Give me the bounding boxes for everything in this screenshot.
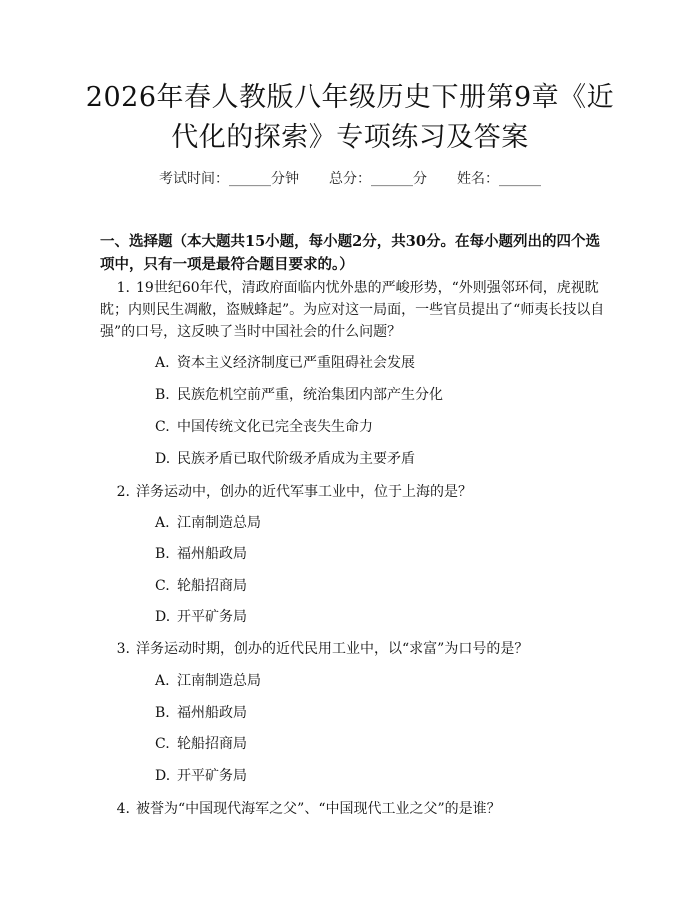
question-text: 被誉为“中国现代海军之父”、“中国现代工业之父”的是谁？ bbox=[136, 801, 501, 817]
question-2 bbox=[100, 481, 605, 503]
exam-score: 总分：______分 bbox=[329, 171, 427, 187]
question-text: 洋务运动中，创办的近代军事工业中，位于上海的是？ bbox=[136, 484, 472, 500]
question-2-option-b: B. 福州船政局 bbox=[155, 546, 247, 562]
question-text: 19世纪60年代，清政府面临内忧外患的严峻形势，“外则强邻环伺，虎视眈眈；内则民生凋敝，盗贼蜂起”。为应对这一局面，一些官员提出了“师夷长技以自强”的口号，这反映了当时中国社会的什么问题？ bbox=[100, 280, 605, 340]
title-line-1: 2026年春人教版八年级历史下册第9章《近 bbox=[85, 82, 615, 113]
question-1 bbox=[100, 277, 605, 343]
question-number: 3. bbox=[116, 641, 130, 657]
question-4 bbox=[100, 798, 605, 820]
question-number: 2. bbox=[116, 484, 130, 500]
exam-time: 考试时间：______分钟 bbox=[159, 171, 299, 187]
question-3-option-d: D. 开平矿务局 bbox=[155, 768, 247, 784]
question-2-option-d: D. 开平矿务局 bbox=[155, 609, 247, 625]
question-number: 4. bbox=[116, 801, 130, 817]
question-1-option-c: C. 中国传统文化已完全丧失生命力 bbox=[155, 419, 373, 435]
document-title bbox=[60, 78, 640, 158]
question-3 bbox=[100, 638, 605, 660]
question-3-option-a: A. 江南制造总局 bbox=[155, 673, 261, 689]
question-1-option-d: D. 民族矛盾已取代阶级矛盾成为主要矛盾 bbox=[155, 451, 415, 467]
exam-name: 姓名：______ bbox=[457, 171, 541, 187]
question-2-option-a: A. 江南制造总局 bbox=[155, 515, 261, 531]
question-2-option-c: C. 轮船招商局 bbox=[155, 578, 247, 594]
section-heading: 一、选择题（本大题共15小题，每小题2分，共30分。在每小题列出的四个选项中，只有一项是最符合题目要求的。） bbox=[100, 233, 600, 273]
exam-meta bbox=[0, 168, 700, 188]
question-text: 洋务运动时期，创办的近代民用工业中，以“求富”为口号的是？ bbox=[136, 641, 529, 657]
title-line-2: 代化的探索》专项练习及答案 bbox=[171, 122, 529, 153]
question-1-option-a: A. 资本主义经济制度已严重阻碍社会发展 bbox=[155, 355, 415, 371]
question-3-option-b: B. 福州船政局 bbox=[155, 705, 247, 721]
question-3-option-c: C. 轮船招商局 bbox=[155, 736, 247, 752]
question-number: 1. bbox=[116, 280, 130, 296]
question-1-option-b: B. 民族危机空前严重，统治集团内部产生分化 bbox=[155, 387, 443, 403]
